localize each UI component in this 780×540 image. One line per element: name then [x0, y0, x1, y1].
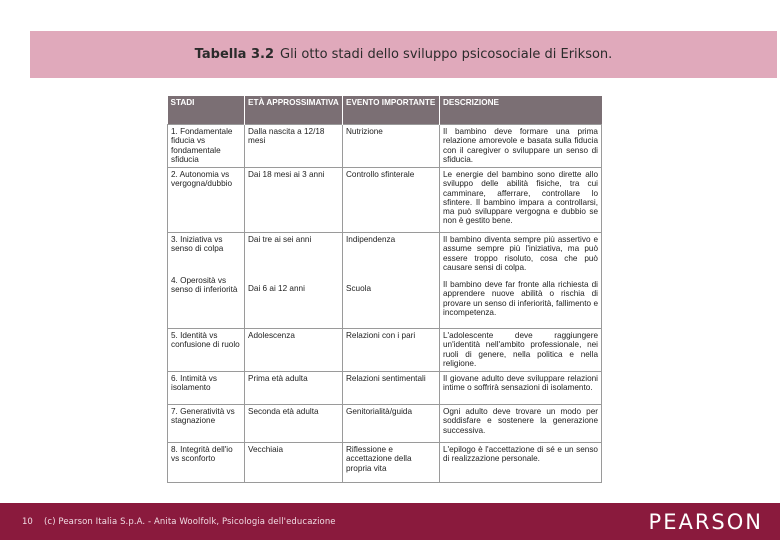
table-row	[168, 443, 602, 483]
cell-stage: 6. Intimità vs isolamento	[168, 372, 245, 405]
cell-description: Il bambino diventa sempre più assertivo e assume sempre più l'iniziativa, ma può essere troppo risoluto, cosa che può causare sensi di colpa.	[443, 235, 598, 272]
copyright-text: (c) Pearson Italia S.p.A. - Anita Woolfolk, Psicologia dell'educazione	[44, 517, 336, 527]
cell-stage-group	[168, 233, 245, 329]
cell-event: Controllo sfinterale	[343, 168, 440, 233]
header-descrizione: DESCRIZIONE	[440, 96, 602, 125]
cell-description: Le energie del bambino sono dirette allo sviluppo delle abilità fisiche, tra cui camminare, afferrare, controllare lo sfintere. Il bambino impara a controllarsi, ma può sviluppare vergogna e dubbio se non è gestito bene.	[440, 168, 602, 233]
cell-event-group	[343, 233, 440, 329]
cell-description: Ogni adulto deve trovare un modo per soddisfare e sostenere la generazione successiva.	[440, 405, 602, 443]
table-row	[168, 405, 602, 443]
pearson-logo: PEARSON	[648, 510, 763, 534]
table-row	[168, 329, 602, 372]
header-eta: ETÀ APPROSSIMATIVA	[245, 96, 343, 125]
cell-description: Il bambino deve far fronte alla richiesta di apprendere nuove abilità o rischia di provare un senso di inferiorità, fallimento e incompetenza.	[443, 280, 598, 318]
cell-description: Il bambino deve formare una prima relazione amorevole e basata sulla fiducia con il caregiver o sviluppare un senso di sfiducia.	[440, 125, 602, 168]
cell-event: Genitorialità/guida	[343, 405, 440, 443]
cell-age: Dai 18 mesi ai 3 anni	[245, 168, 343, 233]
cell-event: Scuola	[346, 284, 372, 294]
cell-event: Nutrizione	[343, 125, 440, 168]
cell-event: Relazioni con i pari	[343, 329, 440, 372]
cell-stage: 3. Iniziativa vs senso di colpa	[171, 235, 224, 254]
table-row	[168, 125, 602, 168]
cell-event: Relazioni sentimentali	[343, 372, 440, 405]
cell-stage: 8. Integrità dell'io vs sconforto	[168, 443, 245, 483]
erikson-stages-table	[167, 96, 602, 483]
cell-age: Seconda età adulta	[245, 405, 343, 443]
table-label: Tabella 3.2	[194, 47, 274, 62]
slide-title	[30, 31, 777, 78]
cell-age: Dalla nascita a 12/18 mesi	[245, 125, 343, 168]
cell-event: Indipendenza	[346, 235, 396, 244]
cell-description-group	[440, 233, 602, 329]
cell-age: Vecchiaia	[245, 443, 343, 483]
cell-stage: 4. Operosità vs senso di inferiorità	[171, 275, 238, 294]
cell-stage: 2. Autonomia vs vergogna/dubbio	[168, 168, 245, 233]
cell-age: Dai 6 ai 12 anni	[248, 284, 305, 294]
header-evento: EVENTO IMPORTANTE	[343, 96, 440, 125]
cell-event: Riflessione e accettazione della propria vita	[343, 443, 440, 483]
cell-age: Adolescenza	[245, 329, 343, 372]
table-row	[168, 372, 602, 405]
table-header-row	[168, 96, 602, 125]
page-number: 10	[22, 517, 33, 527]
cell-description: Il giovane adulto deve sviluppare relazioni intime o soffrirà sensazioni di isolamento.	[440, 372, 602, 405]
cell-description: L'adolescente deve raggiungere un'identità nell'ambito professionale, nei ruoli di genere, nella politica e nella religione.	[440, 329, 602, 372]
cell-stage: 5. Identità vs confusione di ruolo	[168, 329, 245, 372]
footer-bar	[0, 503, 780, 540]
cell-stage: 7. Generatività vs stagnazione	[168, 405, 245, 443]
cell-age-group	[245, 233, 343, 329]
cell-age: Prima età adulta	[245, 372, 343, 405]
cell-age: Dai tre ai sei anni	[248, 235, 312, 244]
header-stadi: STADI	[168, 96, 245, 125]
table-row	[168, 168, 602, 233]
table-row	[168, 233, 602, 329]
cell-stage: 1. Fondamentale fiducia vs fondamentale sfiducia	[168, 125, 245, 168]
table-caption: Gli otto stadi dello sviluppo psicosociale di Erikson.	[280, 47, 613, 62]
cell-description: L'epilogo è l'accettazione di sé e un senso di realizzazione personale.	[440, 443, 602, 483]
